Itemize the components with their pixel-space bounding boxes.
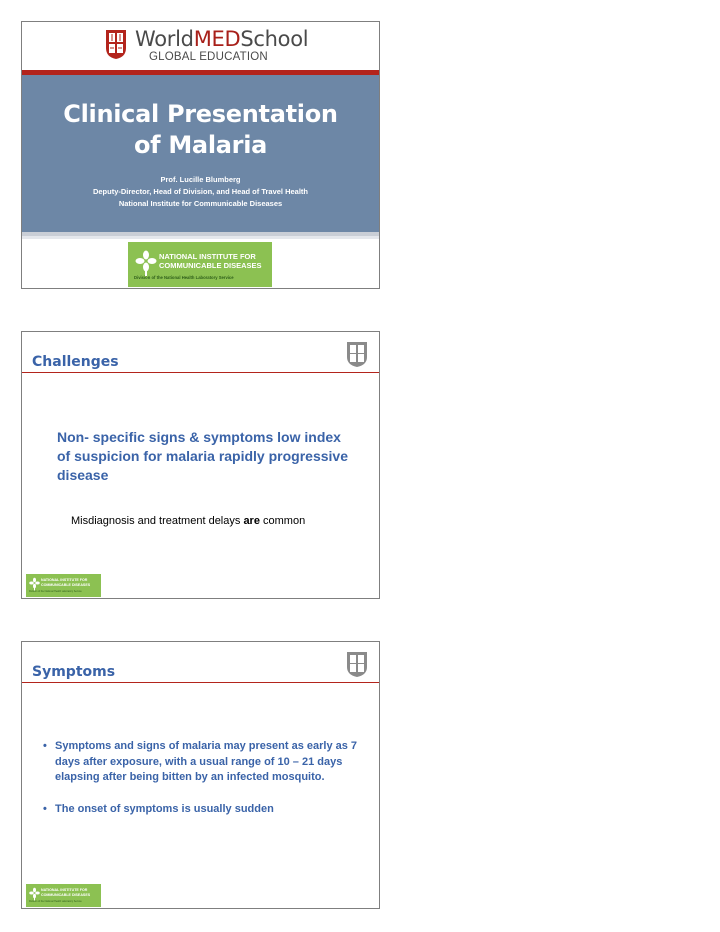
slide-symptoms bbox=[21, 641, 380, 909]
nicd-logo-line-2: COMMUNICABLE DISEASES bbox=[41, 582, 91, 587]
worldmedschool-logo bbox=[104, 27, 309, 67]
symptom-list bbox=[43, 739, 363, 817]
nicd-logo-line-2: COMMUNICABLE DISEASES bbox=[159, 261, 262, 270]
grey-divider-light bbox=[22, 236, 379, 239]
nicd-logo bbox=[128, 242, 272, 287]
slide-heading: Challenges bbox=[32, 354, 119, 370]
list-item: • The onset of symptoms is usually sudden bbox=[43, 802, 363, 818]
slide-challenges bbox=[21, 331, 380, 599]
challenge-note: Misdiagnosis and treatment delays are common bbox=[71, 515, 306, 527]
presenter-institution: National Institute for Communicable Diseases bbox=[118, 199, 283, 208]
presenter-name: Prof. Lucille Blumberg bbox=[160, 175, 241, 184]
slide-title bbox=[21, 21, 380, 289]
title-band bbox=[22, 75, 379, 232]
presenter-block bbox=[22, 174, 379, 210]
challenge-statement: Non- specific signs & symptoms low index of suspicion for malaria rapidly progressive disease bbox=[57, 429, 348, 483]
heading-rule bbox=[22, 682, 379, 683]
nicd-logo-small bbox=[26, 574, 101, 597]
nicd-logo-line-3: Division of the National Health Laboratory Service bbox=[29, 900, 82, 903]
shield-crest-icon bbox=[345, 650, 369, 678]
heading-rule bbox=[22, 372, 379, 373]
brand-subtitle: GLOBAL EDUCATION bbox=[149, 51, 268, 63]
nicd-flower-icon bbox=[29, 577, 40, 591]
presenter-role: Deputy-Director, Head of Division, and Head of Travel Health bbox=[92, 187, 309, 196]
nicd-logo-line-1: NATIONAL INSTITUTE FOR bbox=[41, 888, 88, 892]
shield-crest-icon bbox=[104, 28, 128, 60]
nicd-flower-icon bbox=[29, 887, 40, 901]
nicd-flower-icon bbox=[135, 250, 157, 276]
bullet-icon: • bbox=[43, 802, 47, 815]
brand-name: WorldMEDSchool bbox=[135, 27, 309, 51]
nicd-logo-line-1: NATIONAL INSTITUTE FOR bbox=[159, 252, 256, 261]
bullet-icon: • bbox=[43, 740, 47, 752]
shield-crest-icon bbox=[345, 340, 369, 368]
title-line-1: Clinical Presentation bbox=[63, 100, 338, 128]
slide-main-title bbox=[22, 99, 379, 161]
list-item: • Symptoms and signs of malaria may present as early as 7 days after exposure, with a usual range of 10 – 21 days elapsing after being bitten by an infected mosquito. bbox=[43, 740, 358, 783]
nicd-logo-line-3: Division of the National Health Laboratory Service bbox=[134, 275, 234, 280]
slide-heading: Symptoms bbox=[32, 664, 116, 680]
nicd-logo-small bbox=[26, 884, 101, 907]
title-line-2: of Malaria bbox=[133, 131, 268, 159]
nicd-logo-line-2: COMMUNICABLE DISEASES bbox=[41, 892, 91, 897]
nicd-logo-line-1: NATIONAL INSTITUTE FOR bbox=[41, 578, 88, 582]
nicd-logo-line-3: Division of the National Health Laboratory Service bbox=[29, 590, 82, 593]
